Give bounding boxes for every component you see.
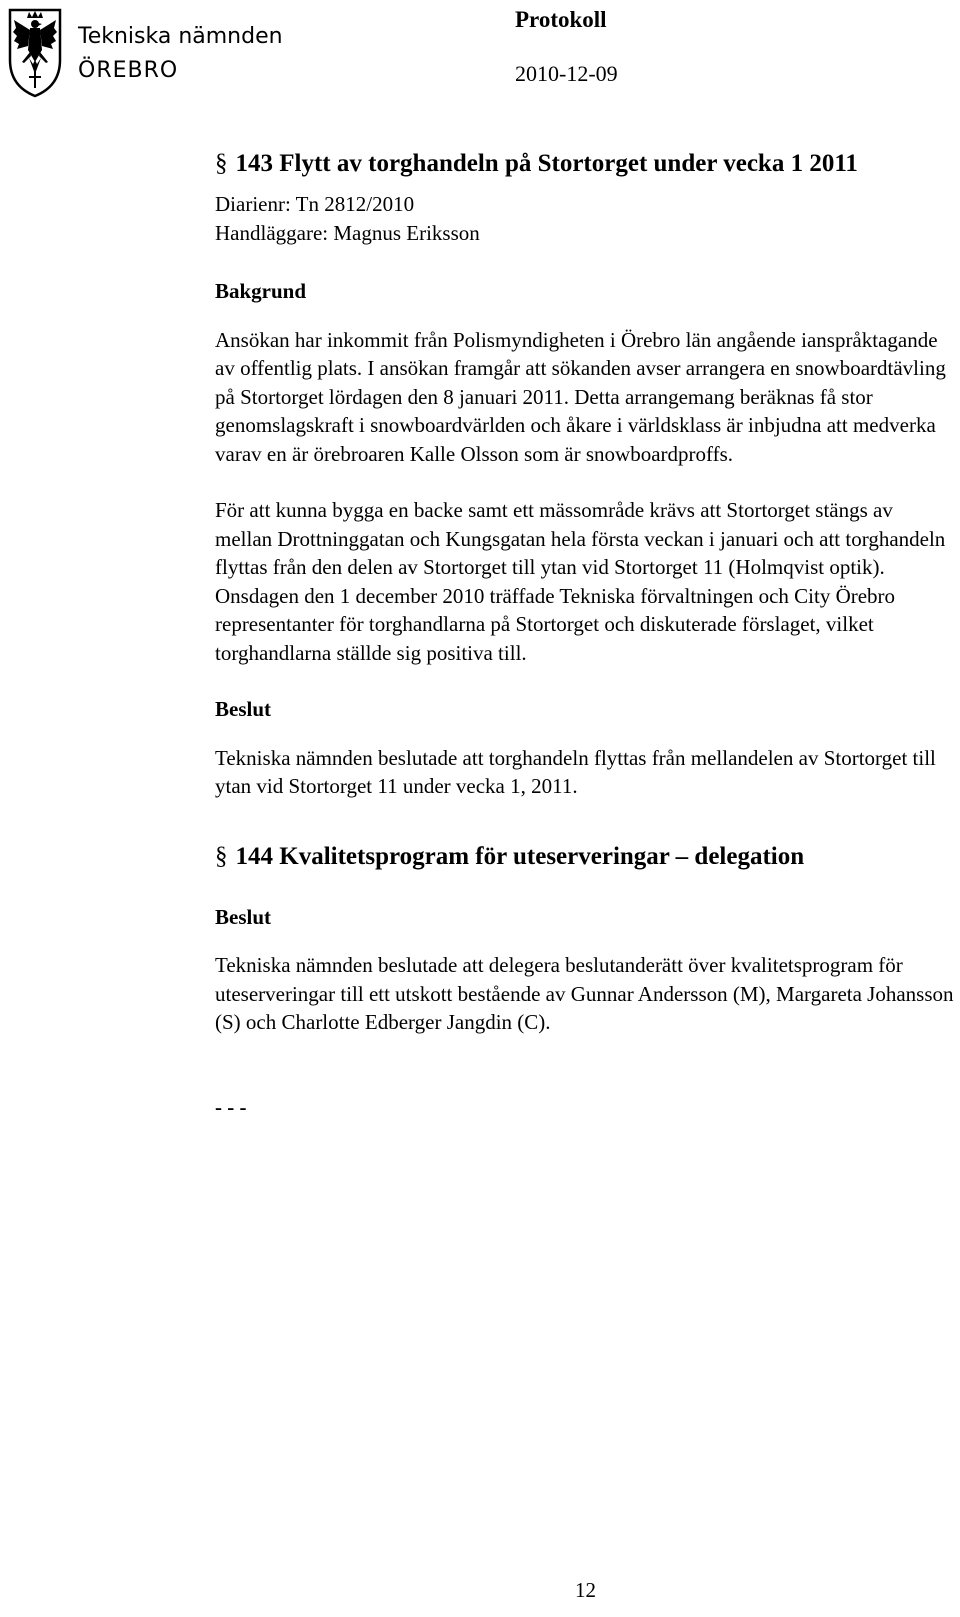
bakgrund-heading: Bakgrund: [215, 279, 307, 303]
section-144-title: [215, 841, 955, 873]
section-143: [215, 148, 955, 801]
section-title-text: 143 Flytt av torghandeln på Stortorget under vecka 1 2011: [235, 150, 858, 177]
section-143-title: [215, 148, 955, 180]
case-meta: [215, 190, 955, 247]
handlaggare: Handläggare: Magnus Eriksson: [215, 220, 480, 245]
document-date: 2010-12-09: [515, 61, 618, 86]
beslut-heading: Beslut: [215, 697, 272, 721]
section-sign: §: [215, 842, 228, 870]
bakgrund-paragraph-1: Ansökan har inkommit från Polismyndigheten i Örebro län angående ianspråktagande av offentlig plats. I ansökan framgår att sökanden avser arrangera en snowboardtävling på Stortorget lördagen den 8 januari 2011. Detta arrangemang beräknas få stor genomslagskraft i snowboardvärlden och åkare i världsklass är inbjudna att medverka varav en är örebroaren Kalle Olsson som är snowboardproffs.: [215, 327, 946, 466]
header-logo: [6, 6, 306, 106]
section-sign: §: [215, 150, 228, 177]
protocol-content: [215, 148, 955, 1121]
beslut-text: Tekniska nämnden beslutade att delegera beslutanderätt över kvalitetsprogram för uteserveringar till ett utskott bestående av Gunnar Andersson (M), Margareta Johansson (S) och Charlotte Edberger Jangdin (C).: [215, 953, 954, 1034]
org-city: ÖREBRO: [78, 58, 179, 83]
bakgrund-paragraph-2: För att kunna bygga en backe samt ett mässområde krävs att Stortorget stängs av mellan Drottninggatan och Kungsgatan hela första veckan i januari och att torghandeln flyttas från den delen av Stortorget till ytan vid Stortorget 11 (Holmqvist optik). Onsdagen den 1 december 2010 träffade Tekniska förvaltningen och City Örebro representanter för torghandlarna på Stortorget och diskuterade förslaget, vilket torghandlarna ställde sig positiva till.: [215, 498, 946, 665]
diarienr: Diarienr: Tn 2812/2010: [215, 192, 415, 216]
document-type: Protokoll: [515, 7, 607, 32]
section-title-text: 144 Kvalitetsprogram för uteserveringar – delegation: [235, 842, 805, 870]
beslut-heading: Beslut: [215, 904, 272, 929]
org-name: Tekniska nämnden: [78, 24, 283, 49]
section-144: [215, 841, 955, 1037]
page-number: 12: [575, 1578, 596, 1602]
beslut-text: Tekniska nämnden beslutade att torghandeln flyttas från mellandelen av Stortorget till ytan vid Stortorget 11 under vecka 1, 2011.: [215, 745, 936, 798]
eagle-coat-of-arms-icon: [6, 6, 64, 98]
end-marker: - - -: [215, 1094, 247, 1119]
